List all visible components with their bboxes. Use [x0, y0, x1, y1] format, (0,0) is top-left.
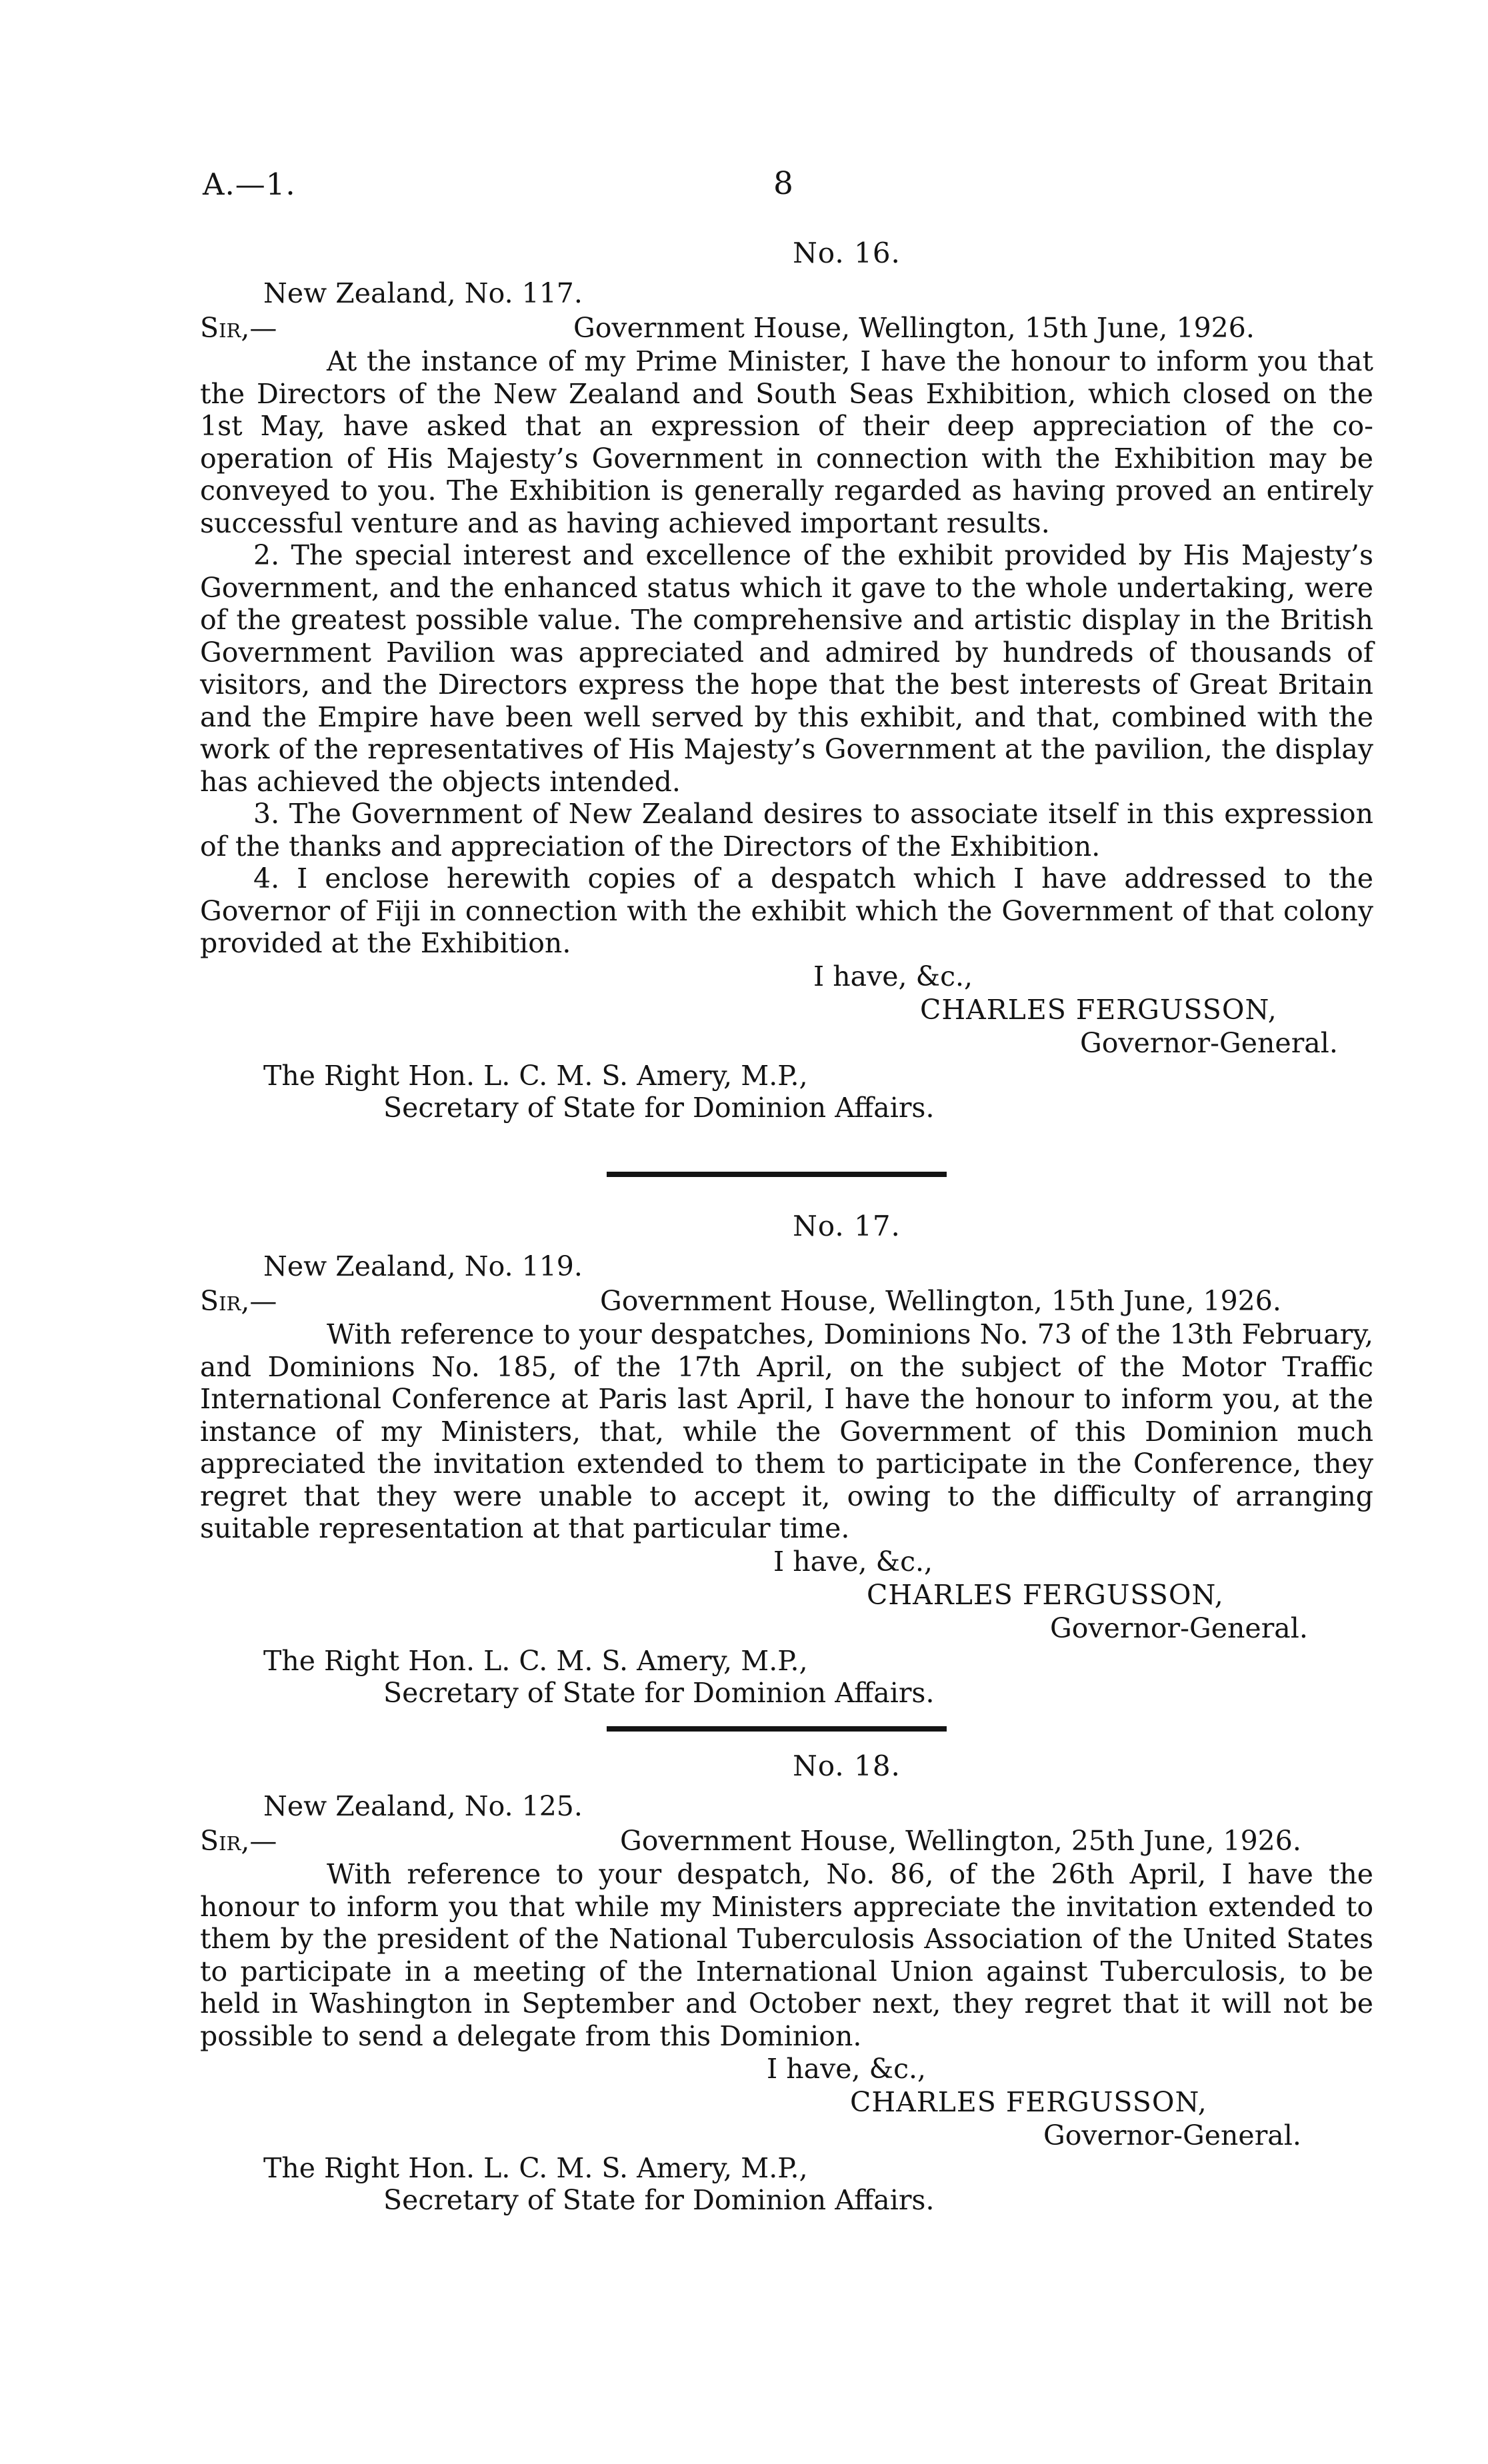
- signoff: [200, 1545, 1373, 1645]
- letter-reference: New Zealand, No. 125.: [263, 1790, 583, 1822]
- letter-number: No. 18.: [793, 1750, 901, 1782]
- signatory-title: Governor-General.: [1080, 1026, 1338, 1059]
- letter-18: [200, 1750, 1373, 2216]
- addressee-name: The Right Hon. L. C. M. S. Amery, M.P.,: [263, 1644, 808, 1677]
- addressee-title: Secretary of State for Dominion Affairs.: [383, 2184, 935, 2216]
- letter-16: [200, 237, 1373, 1124]
- section-divider: [607, 1726, 947, 1732]
- paragraph: 2. The special interest and excellence of the exhibit provided by His Majesty’s Government, and the enhanced status which it gave to the whole undertaking, were of the greatest possible value. The comprehensive and artistic display in the British Government Pavilion was appreciated and admired by hundreds of thousands of visitors, and the Directors express the hope that the best interests of Great Britain and the Empire have been well served by this exhibit, and that, combined with the work of the representatives of His Majesty’s Government at the pavilion, the display has achieved the objects intended.: [200, 539, 1373, 798]
- letter-number: No. 17.: [793, 1210, 901, 1242]
- letter-number: No. 16.: [793, 237, 901, 269]
- paragraph: With reference to your despatch, No. 86, of the 26th April, I have the honour to inform you that while my Ministers appreciate the invitation extended to them by the president of the National Tuberculosis Association of the United States to participate in a meeting of the International Union against Tuberculosis, to be held in Washington in September and October next, they regret that it will not be possible to send a delegate from this Dominion.: [200, 1858, 1373, 2052]
- sender-address-date: Government House, Wellington, 25th June, 1926.: [620, 1825, 1301, 1857]
- signatory-name: CHARLES FERGUSSON,: [850, 2086, 1207, 2118]
- sender-address-date: Government House, Wellington, 15th June, 1926.: [573, 312, 1255, 344]
- closing: I have, &c.,: [767, 2053, 927, 2085]
- paragraph: 3. The Government of New Zealand desires to associate itself in this expression of the thanks and appreciation of the Directors of the Exhibition.: [200, 798, 1373, 862]
- page-number: 8: [773, 165, 793, 202]
- salutation: Sir,—: [200, 1825, 277, 1857]
- closing: I have, &c.,: [813, 960, 973, 992]
- addressee-block: [263, 1060, 1373, 1124]
- signoff: [200, 2052, 1373, 2152]
- letter-17: [200, 1210, 1373, 1709]
- paragraph: With reference to your despatches, Dominions No. 73 of the 13th February, and Dominions No. 185, of the 17th April, on the subject of the Motor Traffic International Conference at Paris last April, I have the honour to inform you, at the instance of my Ministers, that, while the Government of this Dominion much appreciated the invitation extended to them to participate in the Conference, they regret that they were unable to accept it, owing to the difficulty of arranging suitable representation at that particular time.: [200, 1318, 1373, 1544]
- addressee-name: The Right Hon. L. C. M. S. Amery, M.P.,: [263, 2152, 808, 2184]
- addressee-block: [263, 2152, 1373, 2216]
- sender-address-date: Government House, Wellington, 15th June, 1926.: [600, 1285, 1281, 1317]
- addressee-block: [263, 1645, 1373, 1709]
- closing: I have, &c.,: [773, 1545, 933, 1578]
- letter-reference: New Zealand, No. 119.: [263, 1250, 583, 1282]
- addressee-title: Secretary of State for Dominion Affairs.: [383, 1676, 935, 1709]
- salutation: Sir,—: [200, 1285, 277, 1317]
- header-reference: A.—1.: [203, 167, 296, 202]
- addressee-name: The Right Hon. L. C. M. S. Amery, M.P.,: [263, 1059, 808, 1092]
- signatory-name: CHARLES FERGUSSON,: [867, 1578, 1224, 1611]
- section-divider: [607, 1172, 947, 1177]
- salutation-line: [200, 311, 1373, 345]
- paragraph: 4. I enclose herewith copies of a despatch which I have addressed to the Governor of Fiji in connection with the exhibit which the Government of that colony provided at the Exhibition.: [200, 862, 1373, 959]
- addressee-title: Secretary of State for Dominion Affairs.: [383, 1091, 935, 1124]
- salutation-line: [200, 1284, 1373, 1318]
- signatory-title: Governor-General.: [1050, 1612, 1308, 1644]
- signatory-title: Governor-General.: [1043, 2119, 1301, 2151]
- signatory-name: CHARLES FERGUSSON,: [920, 993, 1277, 1026]
- paragraph: At the instance of my Prime Minister, I have the honour to inform you that the Directors of the New Zealand and South Seas Exhibition, which closed on the 1st May, have asked that an expression of their deep appreciation of the co-operation of His Majesty’s Government in connection with the Exhibition may be conveyed to you. The Exhibition is generally regarded as having proved an entirely successful venture and as having achieved important results.: [200, 345, 1373, 539]
- salutation: Sir,—: [200, 312, 277, 344]
- letter-reference: New Zealand, No. 117.: [263, 277, 583, 309]
- signoff: [200, 960, 1373, 1060]
- salutation-line: [200, 1824, 1373, 1858]
